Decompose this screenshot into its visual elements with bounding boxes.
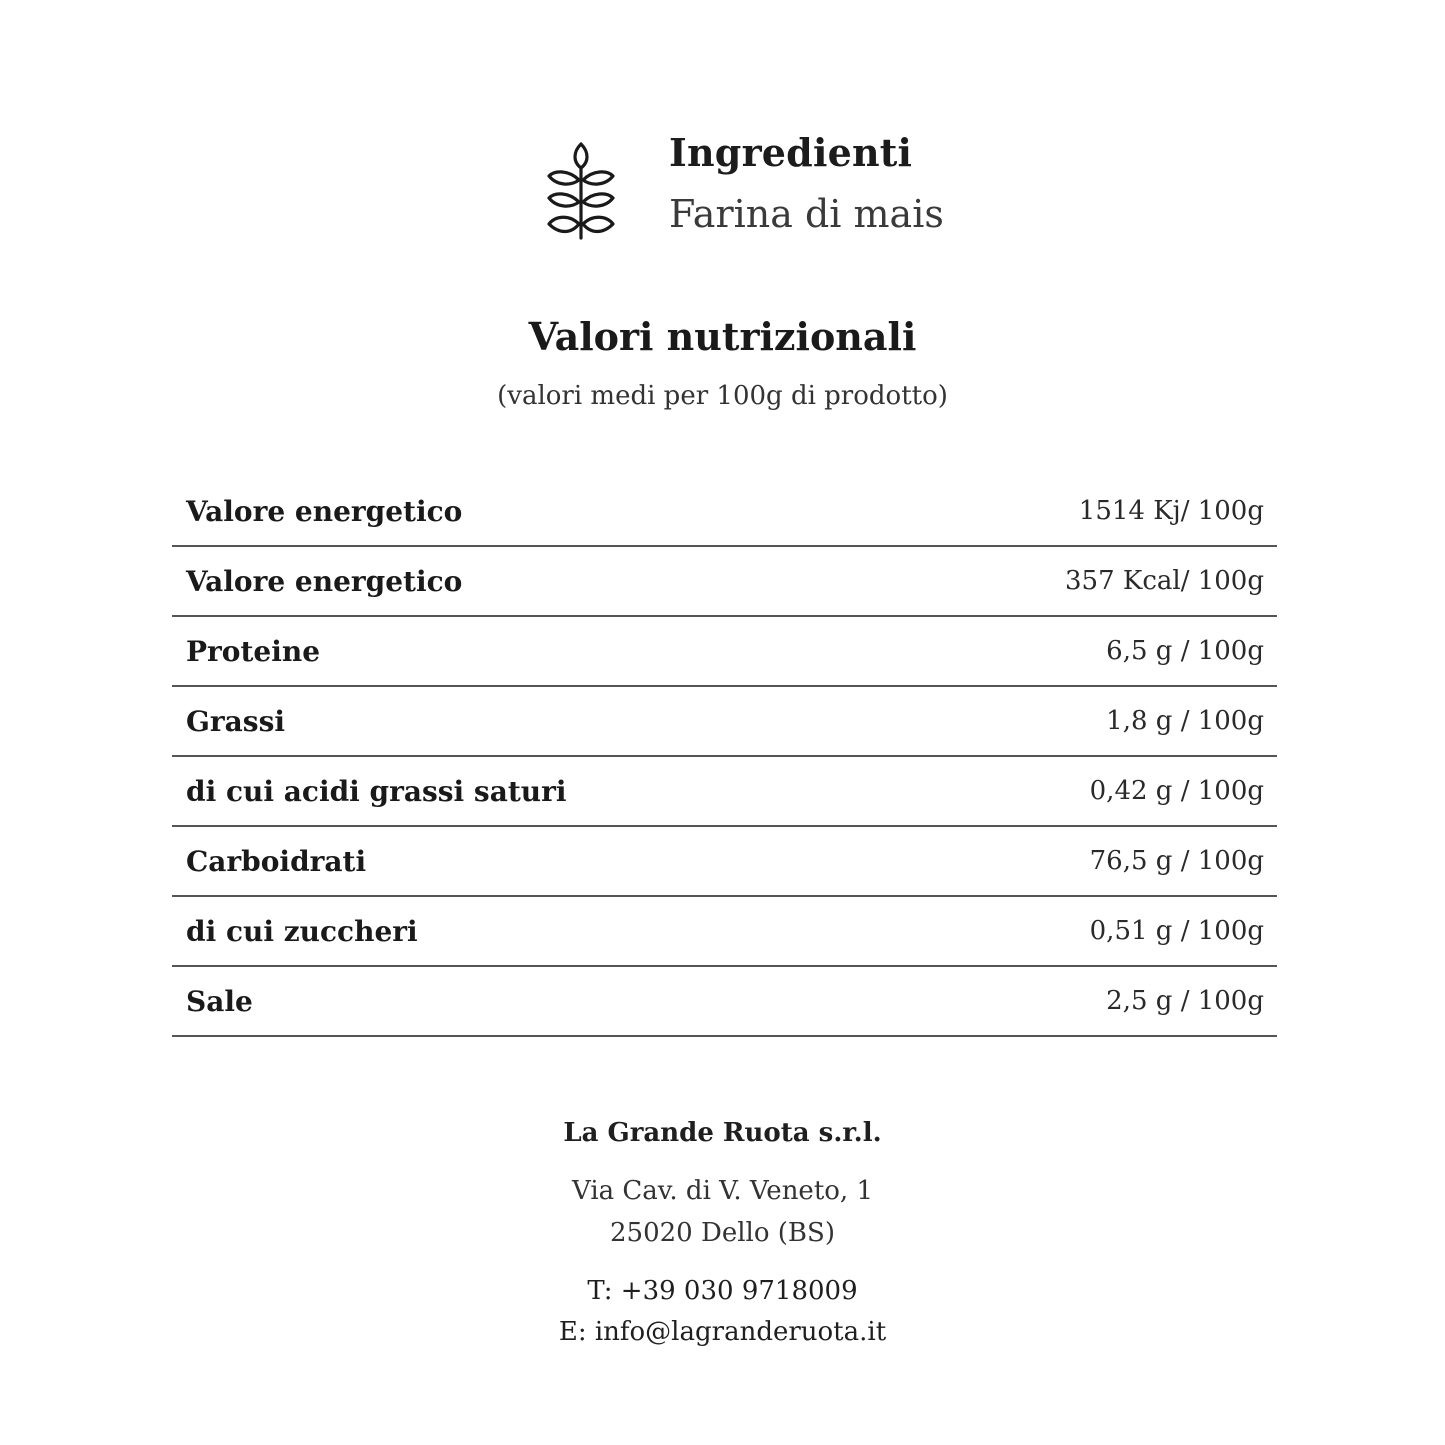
nutrition-table bbox=[172, 477, 1277, 1037]
address-line-1: Via Cav. di V. Veneto, 1 bbox=[572, 1176, 873, 1206]
table-row bbox=[172, 757, 1277, 827]
wheat-icon bbox=[545, 140, 617, 240]
ingredients-value: Farina di mais bbox=[669, 192, 944, 236]
row-label: Sale bbox=[186, 984, 253, 1018]
nutrition-subtitle: (valori medi per 100g di prodotto) bbox=[497, 381, 948, 411]
row-value: 1514 Kj/ 100g bbox=[1078, 496, 1264, 526]
table-row bbox=[172, 617, 1277, 687]
ingredients-title: Ingredienti bbox=[669, 130, 913, 175]
ingredients-section bbox=[545, 128, 965, 248]
row-label: di cui acidi grassi saturi bbox=[186, 774, 567, 808]
row-label: di cui zuccheri bbox=[186, 914, 418, 948]
row-label: Valore energetico bbox=[186, 494, 463, 528]
phone-number: T: +39 030 9718009 bbox=[587, 1276, 858, 1306]
company-name: La Grande Ruota s.r.l. bbox=[563, 1118, 882, 1148]
row-value: 357 Kcal/ 100g bbox=[1065, 566, 1264, 596]
table-row bbox=[172, 477, 1277, 547]
row-value: 0,42 g / 100g bbox=[1089, 776, 1264, 806]
nutrition-title: Valori nutrizionali bbox=[528, 314, 917, 359]
row-label: Grassi bbox=[186, 704, 285, 738]
row-value: 6,5 g / 100g bbox=[1106, 636, 1264, 666]
row-label: Proteine bbox=[186, 634, 321, 668]
row-label: Valore energetico bbox=[186, 564, 463, 598]
row-value: 2,5 g / 100g bbox=[1106, 986, 1264, 1016]
table-row bbox=[172, 547, 1277, 617]
table-row bbox=[172, 827, 1277, 897]
table-row bbox=[172, 967, 1277, 1037]
address-line-2: 25020 Dello (BS) bbox=[610, 1218, 835, 1248]
email-address[interactable]: E: info@lagranderuota.it bbox=[558, 1317, 887, 1347]
row-label: Carboidrati bbox=[186, 844, 367, 878]
table-row bbox=[172, 897, 1277, 967]
row-value: 76,5 g / 100g bbox=[1089, 846, 1264, 876]
row-value: 1,8 g / 100g bbox=[1106, 706, 1264, 736]
row-value: 0,51 g / 100g bbox=[1089, 916, 1264, 946]
table-row bbox=[172, 687, 1277, 757]
